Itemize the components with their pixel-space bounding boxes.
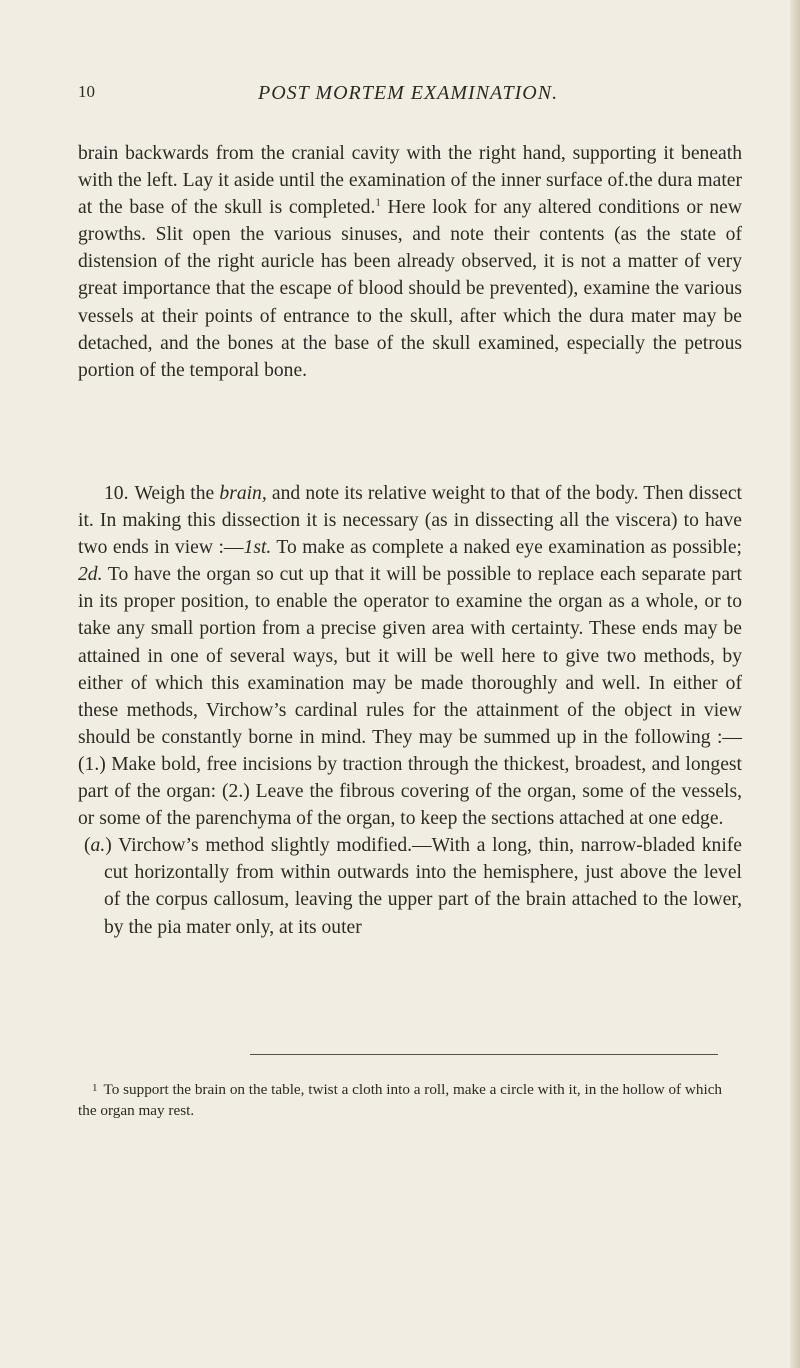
- body-text: [78, 140, 742, 941]
- paragraph-2-italic-2: 1st.: [243, 537, 272, 559]
- footnote: [78, 1078, 738, 1121]
- paragraph-1-text-after: Here look for any altered conditions or new growths. Slit open the various sinuses, and note their contents (as the state of distension of the right auricle has been already observed, it is not a matter of very great importance that the escape of blood should be prevented), examine the various vessels at their points of entrance to the skull, after which the dura mater may be detached, and the bones at the base of the skull examined, especially the petrous portion of the temporal bone.: [78, 197, 742, 381]
- subsection-text: Virchow’s method slightly modified.—With a long, thin, narrow-bladed knife cut horizontally from within outwards into the hemisphere, just above the level of the corpus callosum, leaving the upper part of the brain attached to the lower, by the pia mater only, at its outer: [104, 835, 742, 938]
- page-edge-shadow: [790, 0, 800, 1368]
- paragraph-2-text-2: and note its relative weight to that of the body. Then dissect it. In making this dissection it is necessary (as in dissecting all the viscera) to have two ends in view :—: [78, 483, 742, 559]
- paragraph-2-italic-3: 2d.: [78, 564, 103, 586]
- running-title: POST MORTEM EXAMINATION.: [258, 82, 559, 104]
- section-number: 10.: [104, 483, 129, 504]
- paragraph-2-text-3: To make as complete a naked eye examination as possible;: [271, 537, 742, 559]
- paragraph-1: [78, 140, 742, 470]
- subsection-label-close: ): [105, 835, 112, 857]
- subsection-a: [84, 832, 742, 940]
- subsection-label-open: (: [84, 835, 91, 857]
- footnote-mark: 1: [92, 1082, 98, 1094]
- footnote-divider: [250, 1054, 718, 1055]
- paragraph-2-text-4: To have the organ so cut up that it will be possible to replace each separate part in its proper position, to enable the operator to examine the organ as a whole, or to take any small portion from a precise given area with certainty. These ends may be attained in one of several ways, but it will be well here to give two methods, by either of which this examination may be made thoroughly and well. In either of these methods, Virchow’s cardinal rules for the attainment of the object in view should be constantly borne in mind. They may be summed up in the following :—(1.) Make bold, free incisions by traction through the thickest, broadest, and longest part of the organ: (2.) Leave the fibrous covering of the organ, some of the vessels, or some of the parenchyma of the organ, to keep the sections attached at one edge.: [78, 564, 742, 830]
- footnote-text: To support the brain on the table, twist a cloth into a roll, make a circle with it, in the hollow of which the organ may rest.: [78, 1081, 723, 1119]
- paragraph-2-text-1: Weigh the: [134, 483, 220, 504]
- footnote-reference: 1: [375, 196, 381, 209]
- subsection-label: a.: [90, 835, 106, 857]
- paragraph-2: [78, 480, 742, 832]
- page-number: 10: [78, 82, 95, 101]
- page-header: [78, 82, 738, 118]
- paragraph-1-text: brain backwards from the cranial cavity with the right hand, supporting it beneath with the left. Lay it aside until the examination of the inner surface of.the dura mater at the base of the skull is completed.: [78, 143, 742, 219]
- paragraph-2-italic-1: brain,: [219, 483, 267, 504]
